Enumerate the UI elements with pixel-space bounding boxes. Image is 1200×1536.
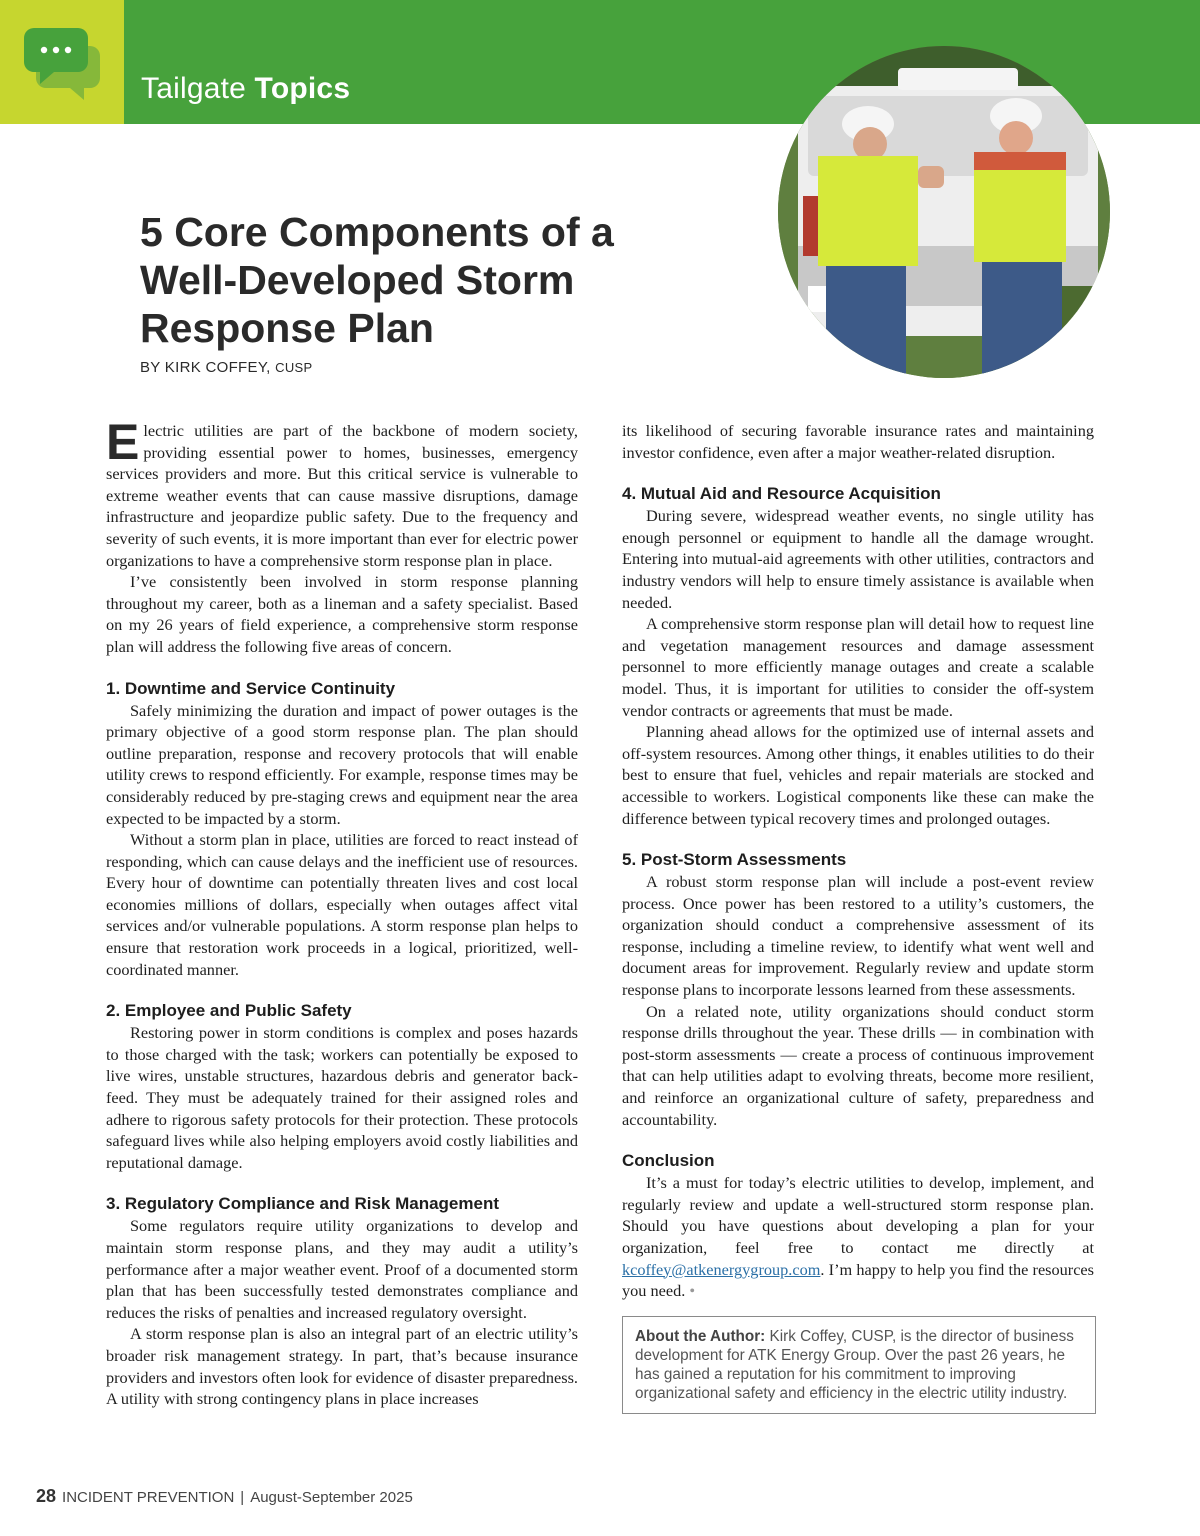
section-5-paragraph-1: A robust storm response plan will include a post-event review process. Once power has been restored to a utility’s customers, the organization should conduct a comprehensive assessment of its response, including a timeline review, to identify what went well and document areas for improvement. Regularly review and update storm response plans to incorporate lessons learned from these assessments. xyxy=(622,872,1094,1000)
banner-icon-box xyxy=(0,0,124,124)
article-title: 5 Core Components of a Well-Developed Storm Response Plan xyxy=(140,209,614,351)
conclusion-heading: Conclusion xyxy=(622,1151,715,1171)
publication-name: INCIDENT PREVENTION xyxy=(62,1489,235,1506)
issue-date: August-September 2025 xyxy=(250,1489,413,1506)
section-2-paragraph-1: Restoring power in storm conditions is complex and poses hazards to those charged with the task; workers can potentially be exposed to live wires, unstable structures, hazardous debris and generator back-feed. They must be adequately trained for their assigned roles and adhere to rigorous safety protocols for their protection. These protocols safeguard lives while also helping employers avoid costly liabilities and reputational damage. xyxy=(106,1023,578,1172)
page-number: 28 xyxy=(36,1486,57,1506)
section-5-heading: 5. Post-Storm Assessments xyxy=(622,850,847,870)
section-1-heading: 1. Downtime and Service Continuity xyxy=(106,678,396,698)
section-4-paragraph-3: Planning ahead allows for the optimized use of internal assets and off-system resources. Among other things, it enables utilities to do their best to ensure that fuel, vehicles and repair materials are stocked and accessible to workers. Logistical components like these can make the difference between typical recovery times and prolonged outages. xyxy=(622,722,1094,828)
section-3-heading: 3. Regulatory Compliance and Risk Management xyxy=(106,1194,499,1214)
linemen-truck-photo xyxy=(778,46,1110,378)
end-mark: • xyxy=(689,1281,696,1301)
conclusion-text-after: . I’m happy to help you find the resources you need. xyxy=(622,1259,1094,1301)
section-label-bold: Topics xyxy=(254,72,351,105)
section-5-paragraph-2: On a related note, utility organizations should conduct storm response drills throughout the year. These drills — in combination with post-storm assessments — create a process of continuous improvement that can help utilities adapt to evolving threats, become more resilient, and reinforce an organizational culture of safety, preparedness and accountability. xyxy=(622,1001,1094,1129)
section-4-heading: 4. Mutual Aid and Resource Acquisition xyxy=(622,484,941,504)
drop-cap: E xyxy=(106,414,140,470)
section-3-paragraph-2: A storm response plan is also an integral part of an electric utility’s broader risk management strategy. In part, that’s because insurance providers and investors often look for evidence of disaster preparedness. A utility with strong contingency plans in place increases xyxy=(106,1324,579,1409)
conclusion-text-before: It’s a must for today’s electric utilities to develop, implement, and regularly review and update a well-structured storm response plan. Should you have questions about developing a plan for your organization, feel free to contact me directly at xyxy=(622,1173,1094,1257)
section-1-paragraph-1: Safely minimizing the duration and impact of power outages is the primary objective of a good storm response plan. The plan should outline preparation, response and recovery protocols that will enable utility crews to respond efficiently. For example, response times may be considerably reduced by pre-staging crews and equipment near the area expected to be impacted by a storm. xyxy=(106,700,578,828)
conclusion-paragraph xyxy=(622,1172,1094,1302)
page-footer xyxy=(36,1486,413,1507)
right-column xyxy=(622,420,1094,1302)
about-the-author-box xyxy=(622,1316,1096,1414)
section-4-paragraph-2: A comprehensive storm response plan will detail how to request line and vegetation management resources and damage assessment personnel to more efficiently manage outages and create a scalable model. Thus, it is important for utilities to consider the off-system vendor contracts or agreements that must be made. xyxy=(622,614,1094,720)
chat-bubbles-icon xyxy=(22,24,102,102)
intro-paragraph-2: I’ve consistently been involved in storm response planning throughout my career, both as a lineman and a safety specialist. Based on my 26 years of field experience, a comprehensive storm response plan will address the following five areas of concern. xyxy=(106,572,578,656)
byline xyxy=(140,359,312,376)
intro-paragraph-1 xyxy=(106,414,578,571)
intro-paragraph-1-text: lectric utilities are part of the backbone of modern society, providing essential power to homes, businesses, emergency services providers and more. But this critical service is vulnerable to extreme weather events that can cause massive disruptions, damage infrastructure and jeopardize public safety. Due to the frequency and severity of such events, it is more important than ever for electric power organizations to have a comprehensive storm response plan in place. xyxy=(106,421,578,570)
author-email-link[interactable]: kcoffey@atkenergygroup.com xyxy=(622,1259,821,1279)
byline-name: BY KIRK COFFEY, xyxy=(140,359,271,376)
section-2-heading: 2. Employee and Public Safety xyxy=(106,1001,352,1021)
byline-credential: CUSP xyxy=(275,360,313,375)
footer-separator: | xyxy=(240,1489,245,1506)
section-label xyxy=(141,72,350,106)
section-1-paragraph-2: Without a storm plan in place, utilities are forced to react instead of responding, which can cause delays and the inefficient use of resources. Every hour of downtime can potentially threaten lives and cost local economies millions of dollars, especially when outages affect vital services and/or vulnerable populations. A storm response plan helps to ensure that restoration work proceeds in a logical, prioritized, well-coordinated manner. xyxy=(106,830,578,979)
author-box-label: About the Author: xyxy=(635,1328,766,1345)
section-4-paragraph-1: During severe, widespread weather events, no single utility has enough personnel or equipment to handle all the damage wrought. Entering into mutual-aid agreements with other utilities, contractors and industry vendors will help to ensure timely assistance is available when needed. xyxy=(622,506,1094,612)
photo-illustration xyxy=(778,46,1110,378)
left-column xyxy=(106,414,579,1410)
section-3-paragraph-1: Some regulators require utility organizations to develop and maintain storm response plans, and they may audit a utility’s performance after a major weather event. Proof of a documented storm plan that has been successfully tested demonstrates compliance and reduces the risks of penalties and increased regulatory oversight. xyxy=(106,1216,578,1322)
section-label-light: Tailgate xyxy=(141,72,255,105)
section-3-paragraph-2-continued: its likelihood of securing favorable insurance rates and maintaining investor confidence, even after a major weather-related disruption. xyxy=(622,421,1094,462)
author-box-text: Kirk Coffey, CUSP, is the director of business development for ATK Energy Group. Over the past 26 years, he has gained a reputation for his commitment to improving organizational safety and efficiency in the electric utility industry. xyxy=(635,1328,1074,1402)
